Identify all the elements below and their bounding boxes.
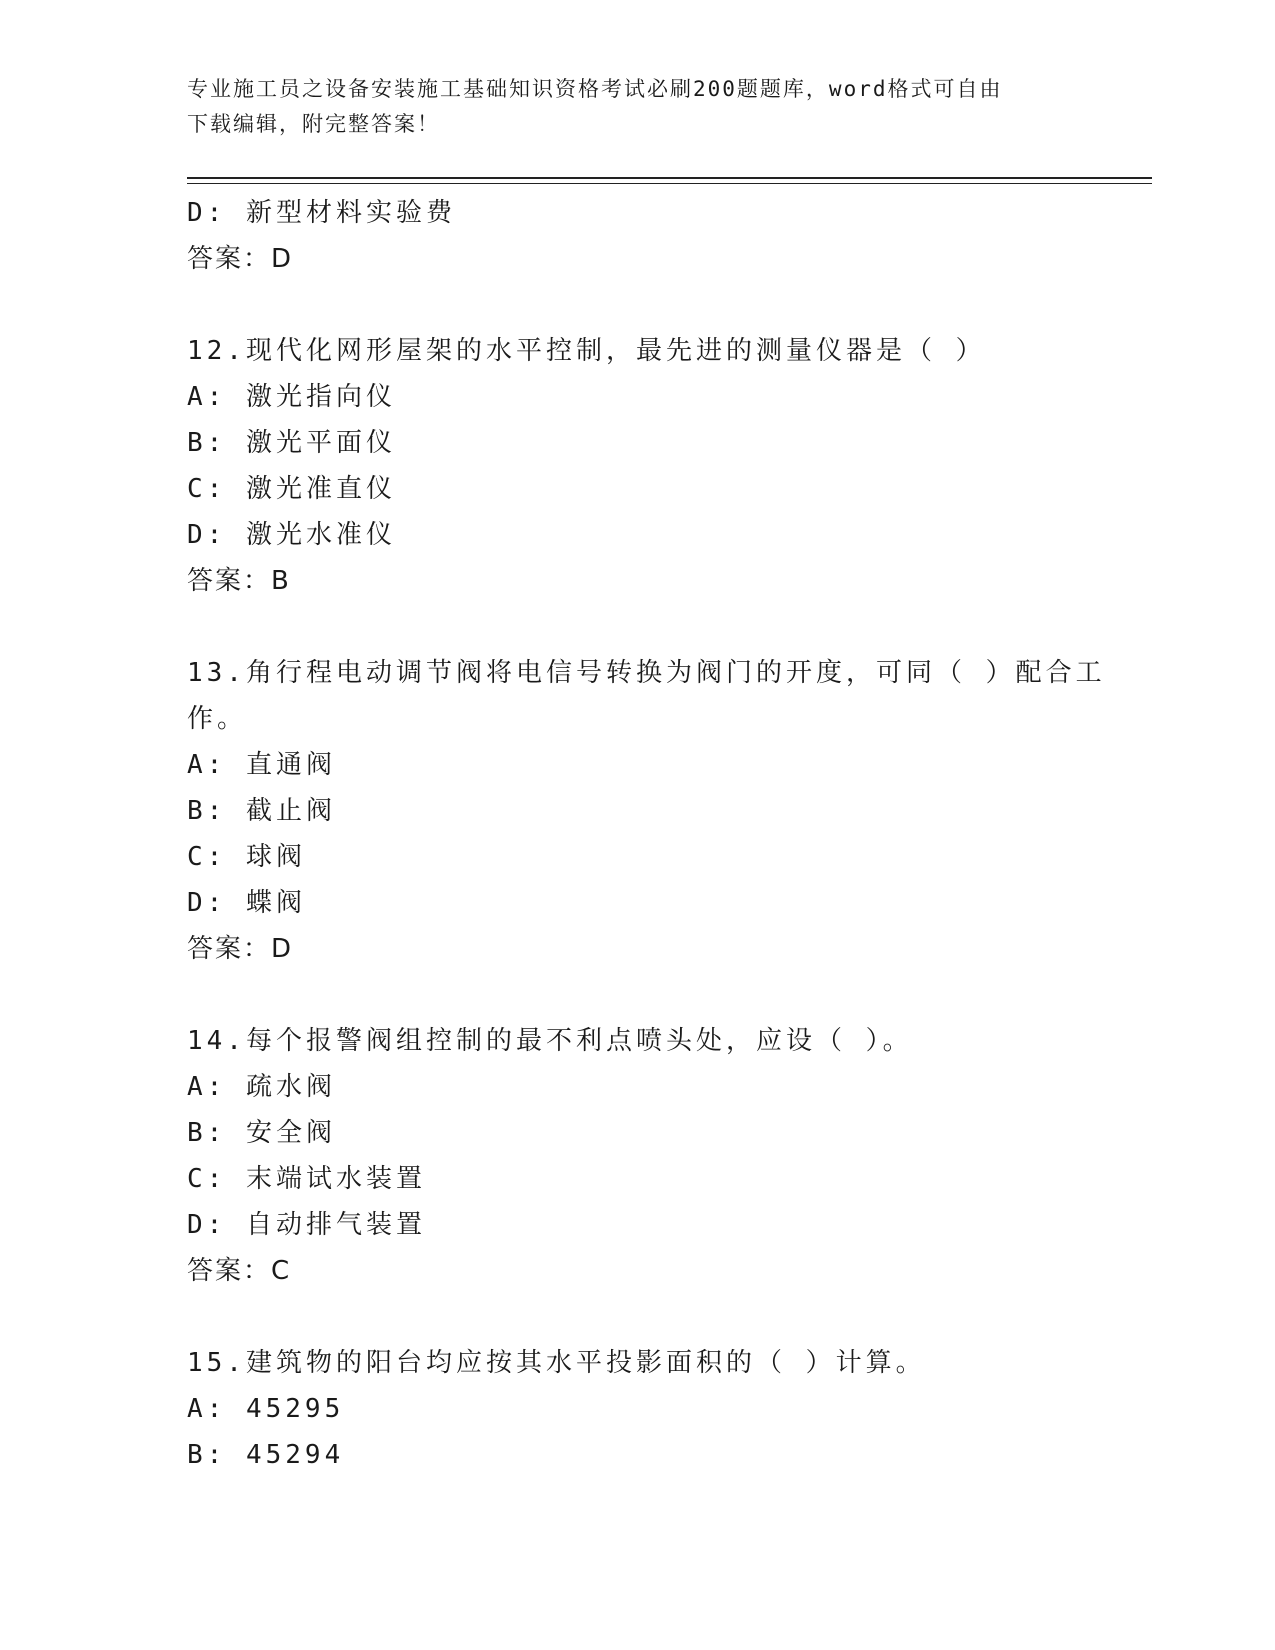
option-a: A: 45295 (187, 1394, 345, 1424)
option-d: D: 新型材料实验费 (187, 198, 456, 228)
option-b: B: 安全阀 (187, 1118, 336, 1148)
option-a: A: 激光指向仪 (187, 382, 396, 412)
option-c: C: 激光准直仪 (187, 474, 396, 504)
header-divider-thick (187, 177, 1152, 179)
option-b: B: 45294 (187, 1440, 345, 1470)
header-title-line-2: 下载编辑，附完整答案！ (187, 112, 440, 136)
question-title-line-2: 作。 (187, 704, 248, 734)
question-title: 12.现代化网形屋架的水平控制，最先进的测量仪器是（ ） (187, 336, 986, 366)
option-c: C: 末端试水装置 (187, 1164, 426, 1194)
option-b: B: 激光平面仪 (187, 428, 396, 458)
question-14 (187, 1018, 1067, 1294)
option-b: B: 截止阀 (187, 796, 336, 826)
question-spacer (187, 972, 1067, 1018)
document-header (187, 72, 1067, 142)
question-title-line-1: 13.角行程电动调节阀将电信号转换为阀门的开度，可同（ ）配合工 (187, 658, 1106, 688)
answer-line: 答案：B (187, 566, 291, 596)
option-a: A: 疏水阀 (187, 1072, 336, 1102)
option-d: D: 自动排气装置 (187, 1210, 426, 1240)
answer-line: 答案：D (187, 934, 294, 964)
option-a: A: 直通阀 (187, 750, 336, 780)
header-title-line-1: 专业施工员之设备安装施工基础知识资格考试必刷200题题库，word格式可自由 (187, 77, 1003, 101)
answer-line: 答案：C (187, 1256, 292, 1286)
option-d: D: 蝶阀 (187, 888, 306, 918)
question-13 (187, 650, 1106, 972)
answer-line: 答案：D (187, 244, 294, 274)
question-spacer (187, 1294, 1067, 1340)
question-spacer (187, 604, 1067, 650)
question-title: 14.每个报警阀组控制的最不利点喷头处，应设（ ）。 (187, 1026, 913, 1056)
header-divider-thin (187, 183, 1152, 184)
question-title: 15.建筑物的阳台均应按其水平投影面积的（ ）计算。 (187, 1348, 926, 1378)
option-d: D: 激光水准仪 (187, 520, 396, 550)
option-c: C: 球阀 (187, 842, 306, 872)
question-spacer (187, 282, 1067, 328)
question-list (187, 190, 1106, 1478)
question-15 (187, 1340, 1067, 1478)
question-12 (187, 328, 1067, 604)
